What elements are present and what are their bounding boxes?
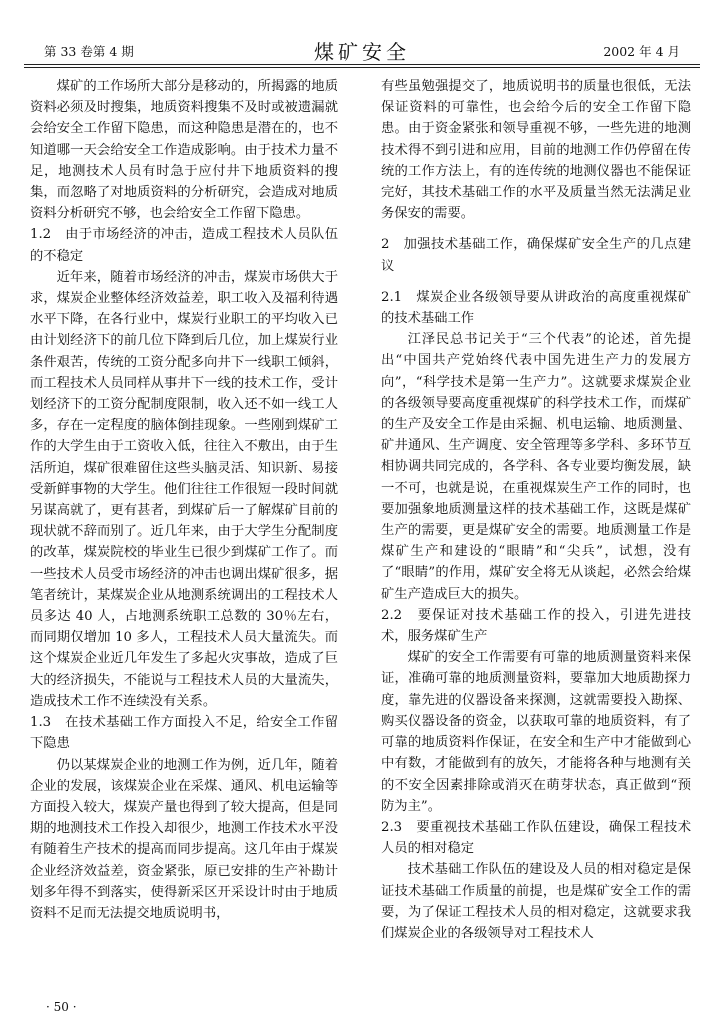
body-paragraph: 仍以某煤炭企业的地测工作为例，近几年，随着企业的发展，该煤炭企业在采煤、通风、机电运输等方面投入较大，煤炭产量也得到了较大提高，但是同期的地测技术工作投入却很少，地测工作技术水平没有随着生产技术的提高而同步提高。这几年由于煤炭企业经济效益差，资金紧张，原已安排的生产补勘计划多年得不到落实，使得新采区开采设计时由于地质资料不足而无法提交地质说明书， — [30, 757, 338, 921]
subsection-heading: 2.3 要重视技术基础工作队伍建设，确保工程技术人员的相对稳定 — [381, 819, 691, 857]
left-column — [30, 76, 338, 924]
body-paragraph-continued: 有些虽勉强提交了，地质说明书的质量也很低，无法保证资料的可靠性，也会给今后的安全工作留下隐患。由于资金紧张和领导重视不够，一些先进的地测技术得不到引进和应用，目前的地测工作仍停留在传统的工作方法上，有的连传统的地测仪器也不能保证完好，其技术基础工作的水平及质量当然无法满足业务保安的需要。 — [381, 79, 691, 222]
subsection-heading: 2.1 煤炭企业各级领导要从讲政治的高度重视煤矿的技术基础工作 — [381, 289, 691, 327]
body-paragraph: 煤矿的安全工作需要有可靠的地质测量资料来保证，准确可靠的地质测量资料，要靠加大地质勘探力度，靠先进的仪器设备来探测，这就需要投入勘探、购买仪器设备的资金，以获取可靠的地质资料，有了可靠的地质资料作保证，在安全和生产中才能做到心中有数，才能做到有的放矢，才能将各种与地测有关的不安全因素排除或消灭在萌芽状态，真正做到“预防为主”。 — [381, 650, 691, 814]
body-paragraph: 煤矿的工作场所大部分是移动的，所揭露的地质资料必须及时搜集，地质资料搜集不及时或被遗漏就会给安全工作留下隐患，而这种隐患是潜在的，也不知道哪一天会给安全工作造成影响。由于技术力量不足，地测技术人员有时急于应付井下地质资料的搜集，而忽略了对地质资料的分析研究，会造成对地质资料分析研究不够，也会给安全工作留下隐患。 — [30, 79, 338, 222]
volume-issue: 第 33 卷第 4 期 — [44, 44, 134, 59]
body-paragraph: 近年来，随着市场经济的冲击，煤炭市场供大于求，煤炭企业整体经济效益差，职工收入及福利待遇水平下降，在各行业中，煤炭行业职工的平均收入已由计划经济下的前几位下降到后几位，加上煤炭行业条件艰苦，传统的工资分配多向井下一线职工倾斜，而工程技术人员同样从事井下一线的技术工作，受计划经济下的工资分配制度限制，收入还不如一线工人多，存在一定程度的脑体倒挂现象。一些刚到煤矿工作的大学生由于工资收入低，往往入不敷出，由于生活所迫，煤矿很难留住这些头脑灵活、知识新、易接受新鲜事物的大学生。他们往往工作很短一段时间就另谋高就了，更有甚者，到煤矿后一了解煤矿目前的现状就不辞而别了。近几年来，由于大学生分配制度的改革，煤炭院校的毕业生已很少到煤矿工作了。而一些技术人员受市场经济的冲击也调出煤矿很多，据笔者统计，某煤炭企业从地测系统调出的工程技术人员多达 40 人，占地测系统职工总数的 30％左右，而同期仅增加 10 多人，工程技术人员大量流失。而这个煤炭企业近几年发生了多起火灾事故，造成了巨大的经济损失，不能说与工程技术人员的大量流失，造成技术工作不连续没有关系。 — [30, 269, 338, 709]
right-column — [381, 76, 691, 944]
page-number: · 50 · — [46, 1000, 77, 1014]
body-paragraph: 江泽民总书记关于“三个代表”的论述，首先提出“中国共产党始终代表中国先进生产力的发展方向”，“科学技术是第一生产力”。这就要求煤炭企业的各级领导要高度重视煤矿的科学技术工作，而煤矿的生产及安全工作是由采掘、机电运输、地质测量、矿井通风、生产调度、安全管理等多学科、多环节互相协调共同完成的，各学科、各专业要均衡发展，缺一不可，也就是说，在重视煤炭生产工作的同时，也要加强象地质测量这样的技术基础工作，这既是煤矿生产的需要，更是煤矿安全的需要。地质测量工作是煤矿生产和建设的“眼睛”和“尖兵”，试想，没有了“眼睛”的作用，煤矿安全将无从谈起，必然会给煤矿生产造成巨大的损失。 — [381, 332, 691, 602]
issue-date: 2002 年 4 月 — [603, 44, 680, 59]
subsection-heading: 1.2 由于市场经济的冲击，造成工程技术人员队伍的不稳定 — [30, 227, 338, 264]
header-rule-top — [24, 64, 700, 65]
header-rule-bottom — [24, 67, 700, 68]
subsection-heading: 1.3 在技术基础工作方面投入不足，给安全工作留下隐患 — [30, 715, 338, 752]
journal-title: 煤矿安全 — [314, 40, 410, 64]
section-heading: 2 加强技术基础工作，确保煤矿安全生产的几点建议 — [381, 237, 691, 274]
running-header — [24, 36, 700, 64]
body-paragraph: 技术基础工作队伍的建设及人员的相对稳定是保证技术基础工作质量的前提，也是煤矿安全工作的需要，为了保证工程技术人员的相对稳定，这就要求我们煤炭企业的各级领导对工程技术人 — [381, 862, 691, 941]
subsection-heading: 2.2 要保证对技术基础工作的投入，引进先进技术，服务煤矿生产 — [381, 607, 691, 645]
